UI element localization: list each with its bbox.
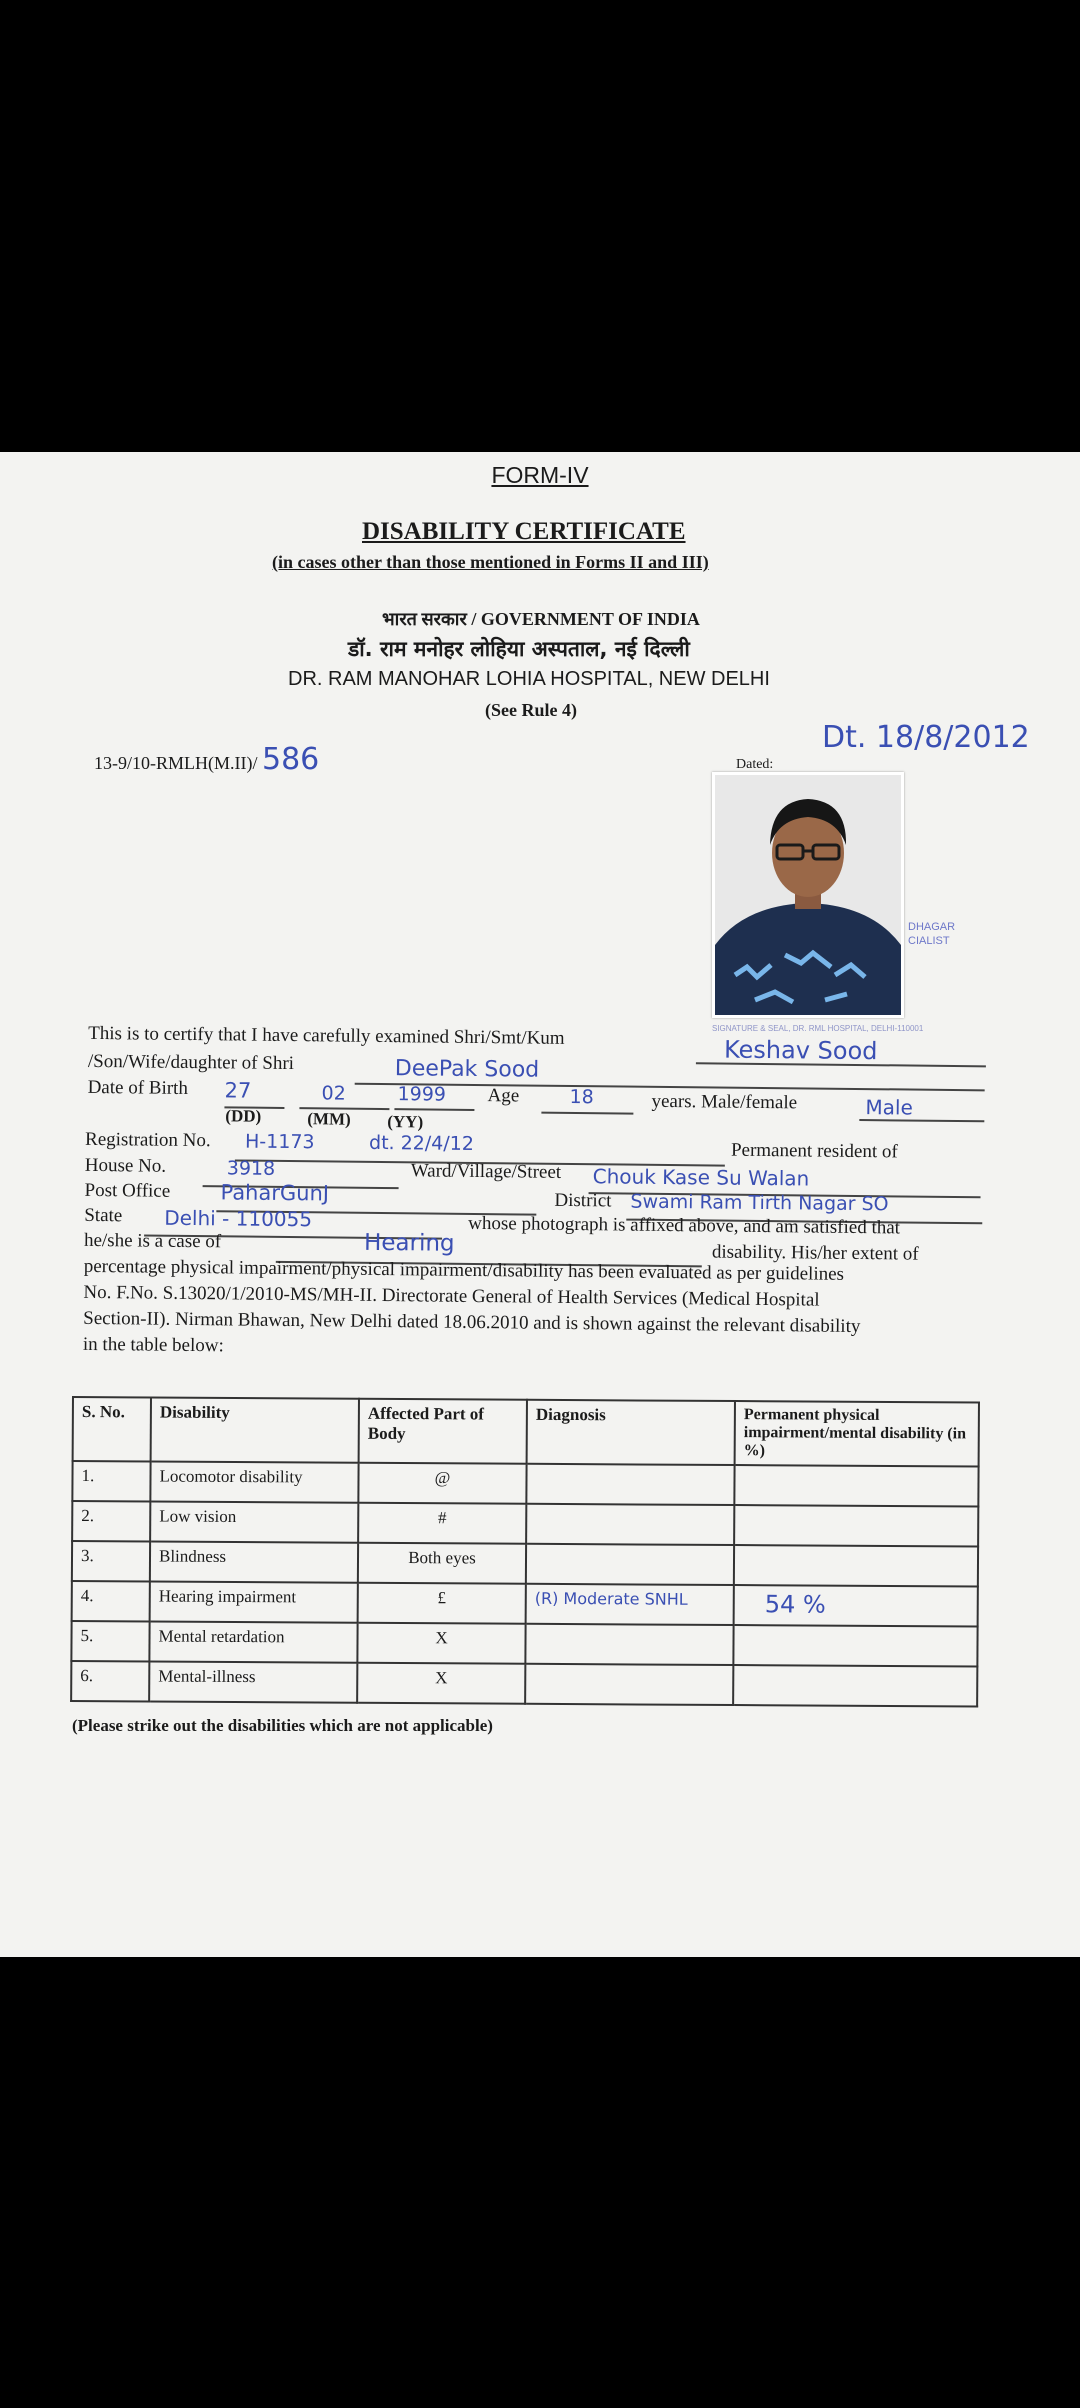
registration-label: Registration No. <box>84 1128 211 1152</box>
header-sno: S. No. <box>73 1397 151 1461</box>
form-number: FORM-IV <box>491 462 589 488</box>
certificate-paper <box>0 452 1080 1957</box>
table-row: 3. Blindness Both eyes <box>72 1541 978 1587</box>
years-gender-label: years. Male/female <box>651 1090 798 1114</box>
registration-date: dt. 22/4/12 <box>368 1131 475 1155</box>
state-value: Delhi - 110055 <box>164 1205 313 1232</box>
table-header-row <box>73 1397 979 1467</box>
guidelines-line-2: No. F.No. S.13020/1/2010-MS/MH-II. Directorate General of Health Services (Medical Hospital <box>83 1281 820 1311</box>
registration-number: H-1173 <box>244 1130 315 1154</box>
district-label: District <box>554 1189 612 1212</box>
dob-day: 27 <box>224 1078 252 1103</box>
age-value: 18 <box>569 1085 594 1109</box>
header-percent: Permanent physical impairment/mental disability (in %) <box>735 1401 979 1466</box>
ward-label: Ward/Village/Street <box>410 1160 562 1183</box>
post-office-label: Post Office <box>84 1179 171 1202</box>
disability-table <box>70 1396 980 1708</box>
gender-value: Male <box>865 1095 913 1120</box>
govt-line: भारत सरकार / GOVERNMENT OF INDIA <box>382 609 700 629</box>
state-label: State <box>84 1204 123 1227</box>
dob-label: Date of Birth <box>87 1076 189 1099</box>
dated-label: Dated: <box>736 757 774 772</box>
house-label: House No. <box>84 1154 167 1177</box>
hospital-name-hindi: डॉ. राम मनोहर लोहिया अस्पताल, नई दिल्ली <box>348 637 690 661</box>
ward-value: Chouk Kase Su Walan <box>592 1164 810 1191</box>
dob-year: 1999 <box>397 1083 447 1106</box>
reference-prefix: 13-9/10-RMLH(M.II)/ <box>94 753 258 773</box>
photo-affixed-text: whose photograph is affixed above, and am satisfied that <box>468 1212 901 1239</box>
stamp-caption: SIGNATURE & SEAL, DR. RML HOSPITAL, DELHI-110001 <box>712 1024 924 1033</box>
table-row: 1. Locomotor disability @ <box>72 1461 978 1507</box>
table-row: 5. Mental retardation X <box>71 1621 977 1667</box>
guidelines-line-4: in the table below: <box>82 1333 224 1357</box>
stamp-seal: DHAGAR CIALIST <box>908 921 956 947</box>
dob-month: 02 <box>321 1082 346 1105</box>
case-label: he/she is a case of <box>83 1229 222 1253</box>
rule-reference: (See Rule 4) <box>485 700 577 720</box>
header-affected-part: Affected Part of Body <box>359 1399 527 1464</box>
relation-label: /Son/Wife/daughter of Shri <box>87 1050 295 1075</box>
guidelines-line-1: percentage physical impairment/physical impairment/disability has been evaluated as per guidelines <box>83 1255 845 1285</box>
disability-extent-text: disability. His/her extent of <box>711 1241 919 1265</box>
house-number: 3918 <box>226 1157 276 1180</box>
post-office-value: PaharGunJ <box>220 1180 330 1206</box>
district-value: Swami Ram Tirth Nagar SO <box>630 1190 889 1216</box>
table-row: 2. Low vision # <box>72 1501 978 1547</box>
dd-label: (DD) <box>225 1106 262 1126</box>
certificate-title: DISABILITY CERTIFICATE <box>362 518 686 545</box>
father-name: DeePak Sood <box>394 1056 540 1083</box>
percent-handwritten: 54 % <box>734 1585 978 1626</box>
guidelines-line-3: Section-II). Nirman Bhawan, New Delhi dated 18.06.2010 and is shown against the relevant disability <box>83 1307 861 1338</box>
case-value: Hearing <box>363 1229 455 1257</box>
yy-label: (YY) <box>387 1112 424 1132</box>
table-row: 6. Mental-illness X <box>71 1661 977 1707</box>
table-row: 4. Hearing impairment £ (R) Moderate SNHL 54 % <box>72 1581 978 1627</box>
strike-out-note: (Please strike out the disabilities which are not applicable) <box>72 1716 493 1735</box>
mm-label: (MM) <box>307 1109 351 1129</box>
reference-number-handwritten: 586 <box>261 742 320 777</box>
diagnosis-handwritten: (R) Moderate SNHL <box>526 1584 734 1625</box>
hospital-name-english: DR. RAM MANOHAR LOHIA HOSPITAL, NEW DELHI <box>288 668 770 690</box>
header-diagnosis: Diagnosis <box>527 1400 735 1465</box>
header-disability: Disability <box>151 1397 359 1462</box>
age-label: Age <box>487 1085 520 1107</box>
certify-statement: This is to certify that I have carefully examined Shri/Smt/Kum <box>88 1022 565 1049</box>
applicant-name: Keshav Sood <box>723 1035 878 1066</box>
certificate-subtitle: (in cases other than those mentioned in Forms II and III) <box>272 552 709 572</box>
resident-label: Permanent resident of <box>730 1139 898 1163</box>
issue-date-handwritten: Dt. 18/8/2012 <box>822 720 1030 755</box>
